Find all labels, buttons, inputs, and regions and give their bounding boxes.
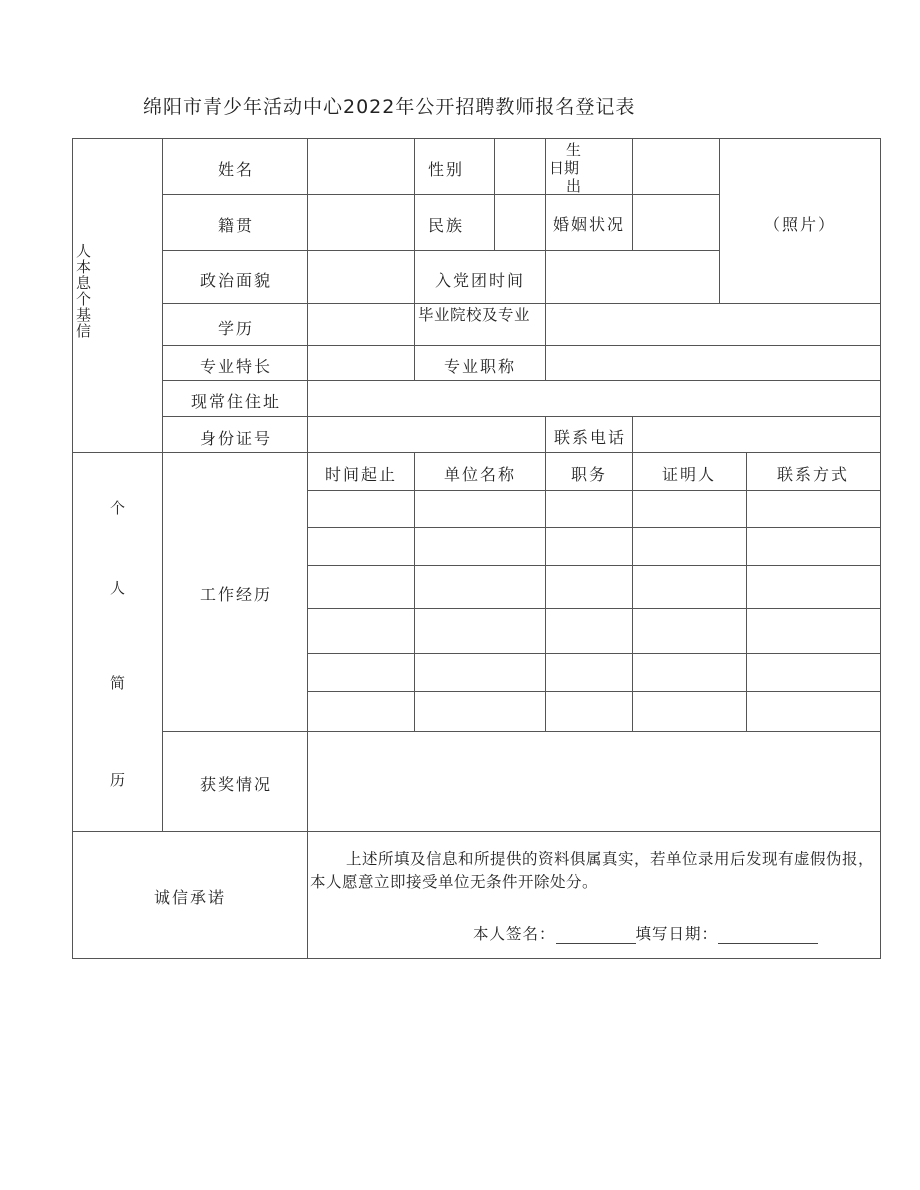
date-field[interactable] (718, 927, 818, 944)
signature-label: 本人签名： (473, 925, 556, 943)
name-field[interactable] (308, 139, 414, 194)
section-char: 个 (76, 290, 92, 308)
address-field[interactable] (308, 381, 880, 416)
party-join-time-label: 入党团时间 (434, 271, 526, 290)
work-history-row[interactable] (308, 491, 880, 527)
table-border-right (880, 138, 881, 958)
ethnicity-field[interactable] (495, 195, 545, 250)
native-place-field[interactable] (308, 195, 414, 250)
birth-label-mid: 日期 (549, 159, 580, 177)
section-char: 基 (76, 306, 92, 324)
section-char: 本 (76, 258, 92, 276)
ethnicity-label: 民族 (428, 216, 465, 235)
birth-label-bottom: 出 (566, 177, 582, 195)
col-divider (162, 138, 163, 831)
column-header-contact: 联系方式 (776, 465, 850, 484)
table-border-bottom (72, 958, 881, 959)
column-header-position: 职务 (570, 465, 608, 484)
signature-field[interactable] (556, 927, 636, 944)
work-history-row[interactable] (308, 609, 880, 653)
birth-label-top: 生 (566, 141, 582, 159)
resume-section-char: 个 (110, 499, 128, 517)
specialty-field[interactable] (308, 346, 414, 380)
professional-title-field[interactable] (546, 346, 880, 380)
column-header-period: 时间起止 (324, 465, 398, 484)
pledge-text (310, 848, 880, 894)
work-history-row[interactable] (308, 528, 880, 565)
awards-field[interactable] (308, 732, 880, 831)
education-label: 学历 (217, 319, 255, 338)
resume-section-char: 历 (110, 771, 128, 789)
pledge-text-content: 上述所填及信息和所提供的资料俱属真实，若单位录用后发现有虚假伪报，本人愿意立即接受单位无条件开除处分。 (310, 850, 875, 891)
awards-label: 获奖情况 (199, 775, 273, 794)
work-history-row[interactable] (308, 692, 880, 731)
school-major-label: 毕业院校及专业 (418, 306, 531, 324)
section-char: 信 (76, 322, 92, 340)
party-join-time-field[interactable] (546, 251, 719, 303)
col-divider (545, 416, 546, 452)
col-divider (414, 138, 415, 380)
id-number-label: 身份证号 (199, 429, 273, 448)
column-header-employer: 单位名称 (443, 465, 517, 484)
gender-label: 性别 (428, 160, 465, 179)
phone-field[interactable] (633, 417, 880, 452)
col-divider (545, 138, 546, 250)
form-title: 绵阳市青少年活动中心2022年公开招聘教师报名登记表 (143, 96, 636, 118)
section-divider (72, 831, 881, 832)
birth-date-field[interactable] (633, 139, 719, 194)
native-place-label: 籍贯 (217, 216, 255, 235)
professional-title-label: 专业职称 (443, 357, 517, 376)
political-status-field[interactable] (308, 251, 414, 303)
signature-row (473, 922, 818, 944)
gender-field[interactable] (495, 139, 545, 194)
political-status-label: 政治面貌 (199, 271, 273, 290)
pledge-label: 诚信承诺 (153, 888, 227, 907)
section-char: 人 (76, 242, 92, 260)
date-label: 填写日期： (635, 925, 719, 943)
marital-status-field[interactable] (633, 195, 719, 250)
phone-label: 联系电话 (554, 428, 627, 447)
education-field[interactable] (308, 304, 414, 345)
specialty-label: 专业特长 (199, 357, 273, 376)
table-border-top (72, 138, 881, 139)
name-label: 姓名 (217, 160, 255, 179)
work-history-row[interactable] (308, 654, 880, 691)
work-history-row[interactable] (308, 566, 880, 608)
basic-info-section-label (76, 243, 96, 339)
resume-section-char: 人 (110, 579, 128, 597)
address-label: 现常住住址 (190, 392, 282, 411)
school-major-field[interactable] (546, 304, 880, 345)
section-divider (72, 452, 881, 453)
photo-placeholder[interactable]: （照片） (763, 215, 837, 234)
work-history-label: 工作经历 (199, 585, 273, 604)
section-char: 息 (76, 274, 92, 292)
col-divider (719, 138, 720, 303)
id-number-field[interactable] (308, 417, 545, 452)
column-header-reference: 证明人 (661, 465, 717, 484)
table-border-left (72, 138, 73, 958)
marital-status-label: 婚姻状况 (553, 215, 626, 234)
resume-section-char: 简 (110, 674, 128, 692)
